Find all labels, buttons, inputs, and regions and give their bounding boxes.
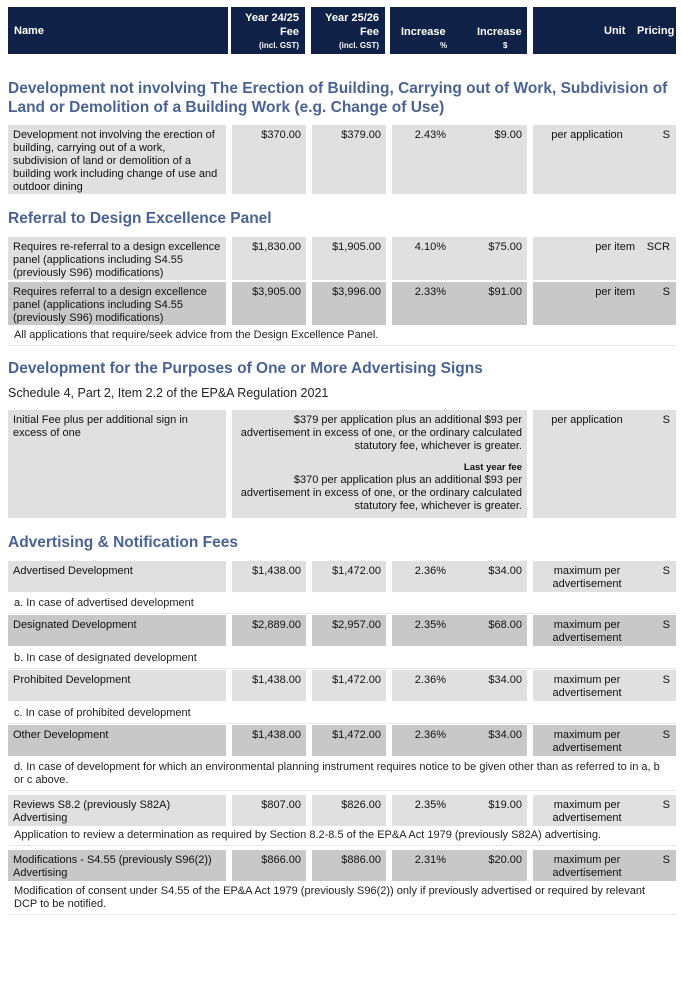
row-fee-2425: $370.00 [232,125,306,194]
header-year1-line1: Year 24/25 [245,12,299,24]
row-pricing: S [641,282,676,325]
table-row [8,850,676,881]
header-year2-cell [311,7,385,54]
row-increase-pct: 2.35% [392,795,451,826]
row-note: a. In case of advertised development [8,594,676,614]
row-unit: per application [533,410,641,518]
header-year1-line2: Fee [280,26,299,38]
table-row [8,410,676,518]
header-year2-line2: Fee [360,26,379,38]
row-pricing: S [641,125,676,194]
section-title-design-excellence: Referral to Design Excellence Panel [8,210,272,227]
row-unit: maximum per advertisement [533,795,641,826]
header-year1-line3: (incl. GST) [259,41,299,50]
row-increase-amt: $19.00 [451,795,527,826]
row-unit: maximum per advertisement [533,615,641,646]
row-fee-2425: $1,438.00 [232,670,306,701]
section-subtitle: Schedule 4, Part 2, Item 2.2 of the EP&A Regulation 2021 [8,386,329,400]
table-row [8,615,676,646]
header-inc-amt-line2: $ [503,41,508,50]
row-increase-pct: 2.35% [392,615,451,646]
section-title-advertising-signs: Development for the Purposes of One or More Advertising Signs [8,360,483,377]
row-fee-2425: $1,830.00 [232,237,306,280]
row-fee-2526: $826.00 [312,795,386,826]
row-fee-2425: $807.00 [232,795,306,826]
row-note: Application to review a determination as required by Section 8.2-8.5 of the EP&A Act 1979 (previously S82A) advertising. [8,826,676,846]
row-fee-2526: $1,472.00 [312,670,386,701]
header-inc-pct-line2: % [440,41,448,50]
header-inc-pct-line1: Increase [401,26,446,38]
header-pricing: Pricing [637,25,675,37]
row-pricing: S [641,561,676,592]
row-pricing: S [641,670,676,701]
row-name: Prohibited Development [8,670,226,701]
table-row [8,237,676,280]
row-increase-amt: $9.00 [451,125,527,194]
row-fee-2526: $379.00 [312,125,386,194]
table-row [8,282,676,325]
row-fee-2425: $1,438.00 [232,561,306,592]
row-unit: maximum per advertisement [533,850,641,881]
row-unit: maximum per advertisement [533,670,641,701]
header-increase-cell [390,7,527,54]
table-row [8,670,676,701]
row-name: Reviews S8.2 (previously S82A) Advertising [8,795,226,826]
current-fee-text: $379 per application plus an additional $93 per advertisement in excess of one, or the ordinary calculated statutory fee, whichever is greater. [240,414,522,452]
row-note: All applications that require/seek advice from the Design Excellence Panel. [8,326,676,346]
row-increase-pct: 2.36% [392,725,451,756]
row-unit: maximum per advertisement [533,561,641,592]
row-fee-2526: $1,472.00 [312,561,386,592]
header-year2-line1: Year 25/26 [325,12,379,24]
row-increase-amt: $34.00 [451,561,527,592]
row-note: c. In case of prohibited development [8,704,676,724]
row-fee-2425: $866.00 [232,850,306,881]
row-increase-pct: 4.10% [392,237,451,280]
section-title-change-of-use: Development not involving The Erection of Building, Carrying out of Work, Subdivision of Land or Demolition of a Building Work (e.g. Change of Use) [8,80,668,116]
row-pricing: S [641,615,676,646]
last-year-label: Last year fee [463,462,522,473]
row-fee-2425: $2,889.00 [232,615,306,646]
row-name: Development not involving the erection of building, carrying out of a work, subdivision of land or demolition of a building work including change of use and outdoor dining [8,125,226,194]
row-name: Advertised Development [8,561,226,592]
row-name: Requires re-referral to a design excellence panel (applications including S4.55 (previously S96) modifications) [8,237,226,280]
row-name: Designated Development [8,615,226,646]
row-increase-pct: 2.36% [392,561,451,592]
header-year2-line3: (incl. GST) [339,41,379,50]
row-unit: maximum per advertisement [533,725,641,756]
section-title-advertising-notification: Advertising & Notification Fees [8,534,238,551]
row-unit: per item [533,237,641,280]
row-increase-amt: $75.00 [451,237,527,280]
row-name: Requires referral to a design excellence panel (applications including S4.55 (previously S96) modifications) [8,282,226,325]
row-increase-pct: 2.36% [392,670,451,701]
row-unit: per item [533,282,641,325]
row-fee-2526: $1,905.00 [312,237,386,280]
row-increase-amt: $20.00 [451,850,527,881]
row-note: Modification of consent under S4.55 of the EP&A Act 1979 (previously S96(2)) only if previously advertised or required by relevant DCP to be notified. [8,882,676,915]
row-increase-pct: 2.43% [392,125,451,194]
row-increase-pct: 2.33% [392,282,451,325]
row-name: Other Development [8,725,226,756]
row-fee-2526: $1,472.00 [312,725,386,756]
row-name: Initial Fee plus per additional sign in excess of one [8,410,226,518]
table-row [8,795,676,826]
row-fee-2526: $3,996.00 [312,282,386,325]
header-name: Name [14,25,44,37]
row-note: d. In case of development for which an environmental planning instrument requires notice to be given other than as referred to in a, b or c above. [8,758,676,791]
row-pricing: SCR [641,237,676,280]
row-pricing: S [641,850,676,881]
row-increase-amt: $34.00 [451,725,527,756]
row-fee-2526: $2,957.00 [312,615,386,646]
row-name: Modifications - S4.55 (previously S96(2)) Advertising [8,850,226,881]
table-row [8,725,676,756]
row-increase-amt: $34.00 [451,670,527,701]
row-pricing: S [641,410,676,518]
row-unit: per application [533,125,641,194]
row-note: b. In case of designated development [8,649,676,669]
header-unit-cell [533,7,676,54]
header-unit: Unit [604,25,626,37]
row-fee-2425: $3,905.00 [232,282,306,325]
row-pricing: S [641,725,676,756]
row-fee-2425: $1,438.00 [232,725,306,756]
table-row [8,561,676,592]
last-year-fee-text: $370 per application plus an additional $93 per advertisement in excess of one, or the ordinary calculated statutory fee, whichever is greater. [240,474,522,512]
table-row [8,125,676,194]
header-inc-amt-line1: Increase [477,26,522,38]
row-fee-2526: $886.00 [312,850,386,881]
row-increase-pct: 2.31% [392,850,451,881]
header-name-cell [8,7,228,54]
row-pricing: S [641,795,676,826]
row-increase-amt: $91.00 [451,282,527,325]
header-year1-cell [231,7,305,54]
row-increase-amt: $68.00 [451,615,527,646]
row-fee-combined [232,410,527,518]
